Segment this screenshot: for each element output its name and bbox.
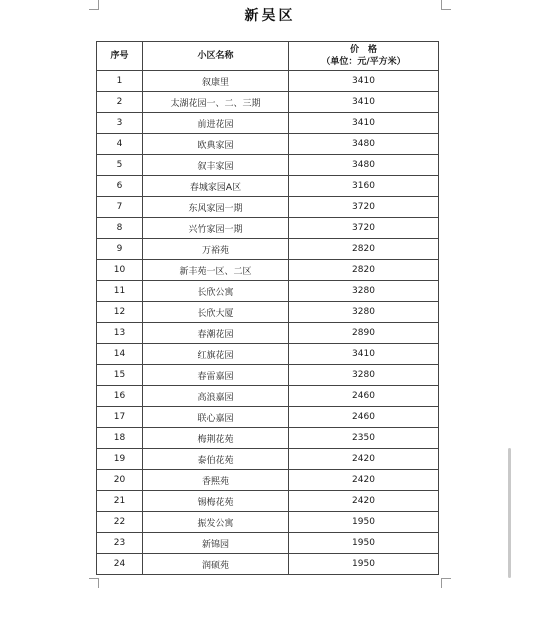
table-row <box>97 428 439 449</box>
cell-no: 15 <box>97 365 143 386</box>
cell-name: 锡梅花苑 <box>143 491 289 512</box>
table-row <box>97 533 439 554</box>
cell-name: 新丰苑一区、二区 <box>143 260 289 281</box>
cell-no: 13 <box>97 323 143 344</box>
price-table <box>96 41 439 575</box>
table-row <box>97 365 439 386</box>
cell-no: 11 <box>97 281 143 302</box>
cell-no: 18 <box>97 428 143 449</box>
cell-no: 6 <box>97 176 143 197</box>
cell-price: 2460 <box>289 407 439 428</box>
crop-mark-bottom-right <box>441 578 451 588</box>
cell-price: 2350 <box>289 428 439 449</box>
cell-name: 泰伯花苑 <box>143 449 289 470</box>
cell-price: 3160 <box>289 176 439 197</box>
cell-price: 3410 <box>289 92 439 113</box>
cell-name: 梅荆花苑 <box>143 428 289 449</box>
scrollbar-thumb[interactable] <box>508 448 511 578</box>
cell-price: 3480 <box>289 155 439 176</box>
cell-price: 3410 <box>289 113 439 134</box>
table-row <box>97 323 439 344</box>
cell-name: 长欣大厦 <box>143 302 289 323</box>
header-price <box>289 42 439 71</box>
cell-price: 2820 <box>289 239 439 260</box>
cell-no: 16 <box>97 386 143 407</box>
cell-price: 3720 <box>289 197 439 218</box>
cell-price: 2460 <box>289 386 439 407</box>
cell-price: 3280 <box>289 302 439 323</box>
cell-price: 2420 <box>289 491 439 512</box>
cell-name: 太湖花园一、二、三期 <box>143 92 289 113</box>
header-no: 序号 <box>97 42 143 71</box>
table-row <box>97 92 439 113</box>
cell-no: 7 <box>97 197 143 218</box>
cell-price: 3410 <box>289 344 439 365</box>
cell-no: 14 <box>97 344 143 365</box>
cell-price: 3280 <box>289 365 439 386</box>
cell-price: 2420 <box>289 449 439 470</box>
table-row <box>97 344 439 365</box>
cell-name: 联心嘉园 <box>143 407 289 428</box>
table-row <box>97 302 439 323</box>
cell-no: 9 <box>97 239 143 260</box>
cell-name: 高浪嘉园 <box>143 386 289 407</box>
cell-name: 万裕苑 <box>143 239 289 260</box>
cell-price: 2420 <box>289 470 439 491</box>
table-row <box>97 218 439 239</box>
cell-price: 1950 <box>289 512 439 533</box>
cell-name: 叙康里 <box>143 71 289 92</box>
cell-price: 3410 <box>289 71 439 92</box>
cell-no: 8 <box>97 218 143 239</box>
header-name: 小区名称 <box>143 42 289 71</box>
cell-price: 2890 <box>289 323 439 344</box>
header-price-unit: （单位：元/平方米） <box>321 57 406 67</box>
cell-no: 4 <box>97 134 143 155</box>
table-row <box>97 491 439 512</box>
cell-no: 19 <box>97 449 143 470</box>
cell-price: 1950 <box>289 533 439 554</box>
cell-price: 3720 <box>289 218 439 239</box>
header-price-label: 价 格 <box>349 45 377 55</box>
cell-no: 12 <box>97 302 143 323</box>
cell-name: 叙丰家园 <box>143 155 289 176</box>
table-row <box>97 386 439 407</box>
table-row <box>97 407 439 428</box>
cell-name: 春城家园A区 <box>143 176 289 197</box>
cell-name: 春雷嘉园 <box>143 365 289 386</box>
cell-name: 新锦园 <box>143 533 289 554</box>
table-row <box>97 113 439 134</box>
cell-no: 2 <box>97 92 143 113</box>
cell-no: 5 <box>97 155 143 176</box>
cell-name: 红旗花园 <box>143 344 289 365</box>
cell-no: 20 <box>97 470 143 491</box>
cell-no: 22 <box>97 512 143 533</box>
table-row <box>97 176 439 197</box>
table-row <box>97 239 439 260</box>
cell-name: 东风家园一期 <box>143 197 289 218</box>
cell-name: 长欣公寓 <box>143 281 289 302</box>
cell-no: 10 <box>97 260 143 281</box>
cell-no: 23 <box>97 533 143 554</box>
table-body <box>97 71 439 575</box>
cell-price: 2820 <box>289 260 439 281</box>
cell-no: 3 <box>97 113 143 134</box>
cell-no: 24 <box>97 554 143 575</box>
cell-name: 欧典家园 <box>143 134 289 155</box>
table-row <box>97 281 439 302</box>
crop-mark-bottom-left <box>89 578 99 588</box>
cell-name: 兴竹家园一期 <box>143 218 289 239</box>
cell-price: 3280 <box>289 281 439 302</box>
table-row <box>97 260 439 281</box>
cell-name: 香熙苑 <box>143 470 289 491</box>
page-title: 新吴区 <box>244 8 296 24</box>
cell-name: 振发公寓 <box>143 512 289 533</box>
table-row <box>97 512 439 533</box>
cell-no: 21 <box>97 491 143 512</box>
table-row <box>97 197 439 218</box>
table-header-row <box>97 42 439 71</box>
cell-name: 春潮花园 <box>143 323 289 344</box>
cell-name: 润硕苑 <box>143 554 289 575</box>
table-row <box>97 134 439 155</box>
table-row <box>97 470 439 491</box>
table-row <box>97 449 439 470</box>
table-row <box>97 155 439 176</box>
table-row <box>97 71 439 92</box>
table-row <box>97 554 439 575</box>
cell-name: 前进花园 <box>143 113 289 134</box>
cell-no: 17 <box>97 407 143 428</box>
cell-no: 1 <box>97 71 143 92</box>
cell-price: 3480 <box>289 134 439 155</box>
cell-price: 1950 <box>289 554 439 575</box>
